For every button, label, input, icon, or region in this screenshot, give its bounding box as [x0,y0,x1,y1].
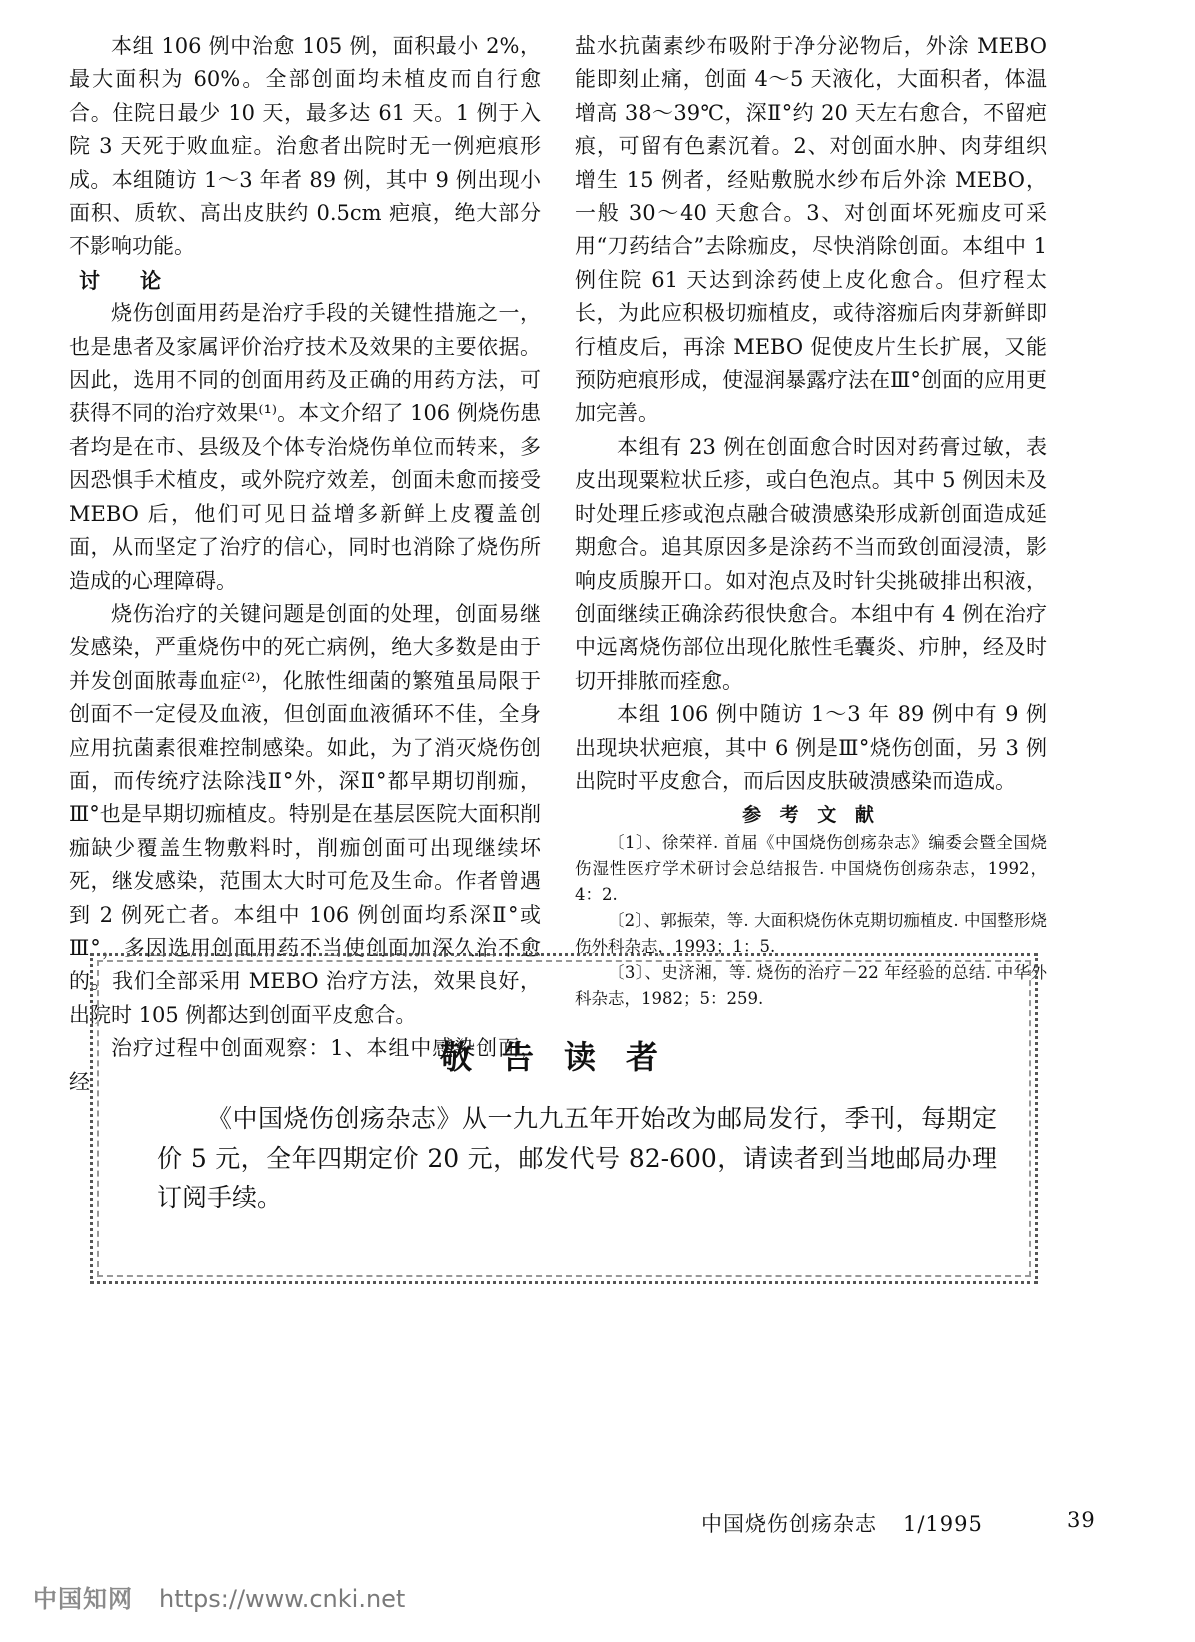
watermark-url: https://www.cnki.net [159,1585,406,1613]
discussion-heading [69,264,541,297]
right-column [575,30,1047,1012]
body-paragraph: 治疗过程中创面观察：1、本组中感染创面，经 [69,1036,541,1094]
reference-item: 〔1〕、徐荣祥. 首届《中国烧伤创疡杂志》编委会暨全国烧伤湿性医疗学术研讨会总结报告. 中国烧伤创疡杂志，1992，4：2. [575,833,1047,905]
notice-body: 《中国烧伤创疡杂志》从一九九五年开始改为邮局发行，季刊，每期定价 5 元，全年四期定价 20 元，邮发代号 82-600，请读者到当地邮局办理订阅手续。 [157,1104,997,1212]
body-paragraph: 烧伤治疗的关键问题是创面的处理，创面易继发感染，严重烧伤中的死亡病例，绝大多数是由于并发创面脓毒血症⁽²⁾，化脓性细菌的繁殖虽局限于创面不一定侵及血液，但创面血液循环不佳，全身应用抗菌素很难控制感染。如此，为了消灭烧伤创面，而传统疗法除浅Ⅱ°外，深Ⅱ°都早期切削痂，Ⅲ°也是早期切痂植皮。特别是在基层医院大面积削痂缺少覆盖生物敷料时，削痂创面可出现继续坏死，继发感染，范围太大时可危及生命。作者曾遇到 2 例死亡者。本组中 106 例创面均系深Ⅱ°或Ⅲ°，多因选用创面用药不当使创面加深久治不愈的。我们全部采用 MEBO 治疗方法，效果良好，出院时 105 例都达到创面平皮愈合。 [69,601,541,1027]
watermark [33,1579,405,1614]
body-paragraph: 本组有 23 例在创面愈合时因对药膏过敏，表皮出现粟粒状丘疹，或白色泡点。其中 5 例因未及时处理丘疹或泡点融合破溃感染形成新创面造成延期愈合。追其原因多是涂药不当而致创面浸渍，影响皮质腺开口。如对泡点及时针尖挑破排出积液，创面继续正确涂药很快愈合。本组中有 4 例在治疗中远离烧伤部位出现化脓性毛囊炎、疖肿，经及时切开排脓而痊愈。 [575,434,1047,693]
page-number: 39 [1067,1508,1096,1532]
body-paragraph: 盐水抗菌素纱布吸附于净分泌物后，外涂 MEBO 能即刻止痛，创面 4～5 天液化，大面积者，体温增高 38～39℃，深Ⅱ°约 20 天左右愈合，不留疤痕，可留有色素沉着。2、对创面水肿、肉芽组织增生 15 例者，经贴敷脱水纱布后外涂 MEBO，一般 30～40 天愈合。3、对创面坏死痂皮可采用“刀药结合”去除痂皮，尽快消除创面。本组中 1 例住院 61 天达到涂药使上皮化愈合。但疗程太长，为此应积极切痂植皮，或待溶痂后肉芽新鲜即行植皮后，再涂 MEBO 促使皮片生长扩展，又能预防疤痕形成，使湿润暴露疗法在Ⅲ°创面的应用更加完善。 [575,34,1047,426]
body-paragraph: 本组 106 例中治愈 105 例，面积最小 2%，最大面积为 60%。全部创面均未植皮而自行愈合。住院日最少 10 天，最多达 61 天。1 例于入院 3 天死于败血症。治愈者出院时无一例疤痕形成。本组随访 1～3 年者 89 例，其中 9 例出现小面积、质软、高出皮肤约 0.5cm 疤痕，绝大部分不影响功能。 [69,34,541,259]
left-column [69,30,541,1099]
heading-char: 讨 [79,267,100,293]
reference-item: 〔2〕、郭振荣，等. 大面积烧伤休克期切痂植皮. 中国整形烧伤外科杂志，1993；1：5. [575,911,1047,957]
body-paragraph: 本组 106 例中随访 1～3 年 89 例中有 9 例出现块状疤痕，其中 6 例是Ⅲ°烧伤创面，另 3 例出院时平皮愈合，而后因皮肤破溃感染而造成。 [575,702,1047,793]
body-paragraph: 烧伤创面用药是治疗手段的关键性措施之一，也是患者及家属评价治疗技术及效果的主要依据。因此，选用不同的创面用药及正确的用药方法，可获得不同的治疗效果⁽¹⁾。本文介绍了 106 例烧伤患者均是在市、县级及个体专治烧伤单位而转来，多因恐惧手术植皮，或外院疗效差，创面未愈而接受 MEBO 后，他们可见日益增多新鲜上皮覆盖创面，从而坚定了治疗的信心，同时也消除了烧伤所造成的心理障碍。 [69,301,541,593]
journal-name: 中国烧伤创疡杂志 [701,1512,877,1536]
issue-number: 1/1995 [903,1512,983,1536]
page-footer [701,1508,1096,1538]
notice-title: 敬告读者 [439,1038,688,1076]
watermark-brand: 中国知网 [33,1585,133,1613]
references-heading: 参 考 文 献 [742,804,880,827]
reference-item: 〔3〕、史济湘，等. 烧伤的治疗－22 年经验的总结. 中华外科杂志，1982；5：259. [575,963,1047,1009]
heading-char: 论 [140,267,161,293]
notice-box [90,953,1038,1284]
